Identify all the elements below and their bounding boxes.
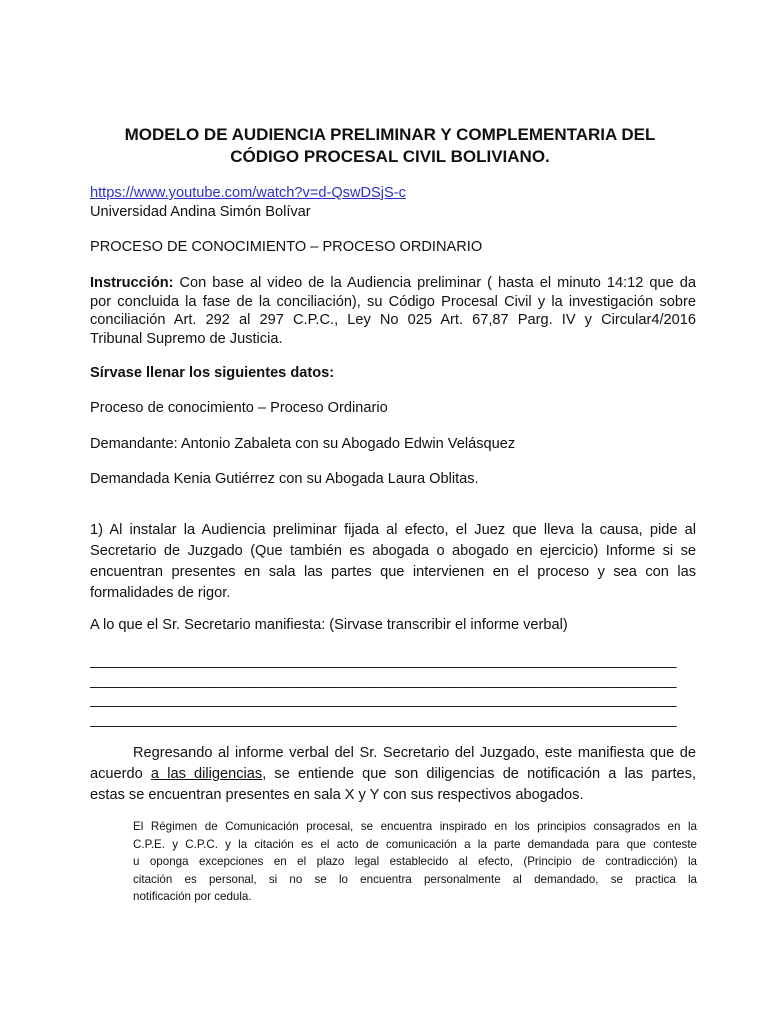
answer-line[interactable]: ___________________________________________________________________________ <box>90 711 677 728</box>
answer-line[interactable]: ___________________________________________________________________________ <box>90 672 677 689</box>
quote-line-5: notificación por cedula. <box>133 890 252 903</box>
video-link[interactable]: https://www.youtube.com/watch?v=d-QswDSjS-c <box>90 185 406 201</box>
quote-line-4: citación es personal, si no se lo encuentra personalmente al demandado, se practica la <box>133 872 697 886</box>
instruction-paragraph <box>90 274 696 348</box>
plaintiff-line: Demandante: Antonio Zabaleta con su Abogado Edwin Velásquez <box>90 436 516 452</box>
paragraph-2 <box>90 743 696 806</box>
document-title <box>90 124 690 168</box>
instruction-line-3: conciliación Art. 292 al 297 C.P.C., Ley No 025 Art. 67,87 Parg. IV y Circular4/2016 <box>90 312 696 328</box>
paragraph-2-line-2 <box>90 764 696 785</box>
defendant-line: Demandada Kenia Gutiérrez con su Abogada Laura Oblitas. <box>90 471 479 487</box>
question-1-line-2: Secretario de Juzgado (Que también es abogada o abogado en ejercicio) Informe si se <box>90 543 696 559</box>
title-line-2: CÓDIGO PROCESAL CIVIL BOLIVIANO. <box>230 147 550 166</box>
secretary-prompt: A lo que el Sr. Secretario manifiesta: (Sirvase transcribir el informe verbal) <box>90 617 568 633</box>
quote-line-1: El Régimen de Comunicación procesal, se encuentra inspirado en los principios consagrados en la <box>133 820 697 833</box>
source-block <box>90 184 696 221</box>
question-1-line-1: 1) Al instalar la Audiencia preliminar fijada al efecto, el Juez que lleva la causa, pide al <box>90 522 696 538</box>
paragraph-2-line-1: Regresando al informe verbal del Sr. Secretario del Juzgado, este manifiesta que de <box>133 745 696 761</box>
quote-block <box>133 818 697 906</box>
paragraph-2-line-3: estas se encuentran presentes en sala X y Y con sus respectivos abogados. <box>90 787 584 803</box>
title-line-1: MODELO DE AUDIENCIA PRELIMINAR Y COMPLEMENTARIA DEL <box>124 125 656 144</box>
university-name: Universidad Andina Simón Bolívar <box>90 203 311 220</box>
quote-line-3: u oponga excepciones en el plazo legal establecido al efecto, (Principio de contradicción) la <box>133 855 697 868</box>
paragraph-2-text: acuerdo <box>90 766 151 782</box>
question-1-paragraph <box>90 520 696 604</box>
instruction-line-1: Con base al video de la Audiencia preliminar ( hasta el minuto 14:12 que da <box>173 275 696 291</box>
underlined-phrase: a las diligencias <box>150 766 263 782</box>
answer-line[interactable]: ___________________________________________________________________________ <box>90 692 677 708</box>
fill-heading: Sírvase llenar los siguientes datos: <box>90 365 335 381</box>
answer-line[interactable]: ___________________________________________________________________________ <box>90 653 677 669</box>
question-1-line-3: encuentran presentes en sala las partes que intervienen en el proceso y sea con las <box>90 564 696 580</box>
question-1-line-4: formalidades de rigor. <box>90 585 231 601</box>
paragraph-2-text: , se entiende que son diligencias de notificación a las partes, <box>262 766 697 782</box>
instruction-label: Instrucción: <box>90 275 174 291</box>
instruction-line-4: Tribunal Supremo de Justicia. <box>90 330 283 347</box>
instruction-line-2: por concluida la fase de la conciliación), su Código Procesal Civil y la investigación sobre <box>90 293 696 310</box>
process-type: Proceso de conocimiento – Proceso Ordinario <box>90 400 388 416</box>
quote-line-2: C.P.E. y C.P.C. y la citación es el acto de comunicación a la parte demandada para que conteste <box>133 837 697 851</box>
answer-lines <box>90 652 696 730</box>
process-heading: PROCESO DE CONOCIMIENTO – PROCESO ORDINARIO <box>90 239 483 255</box>
